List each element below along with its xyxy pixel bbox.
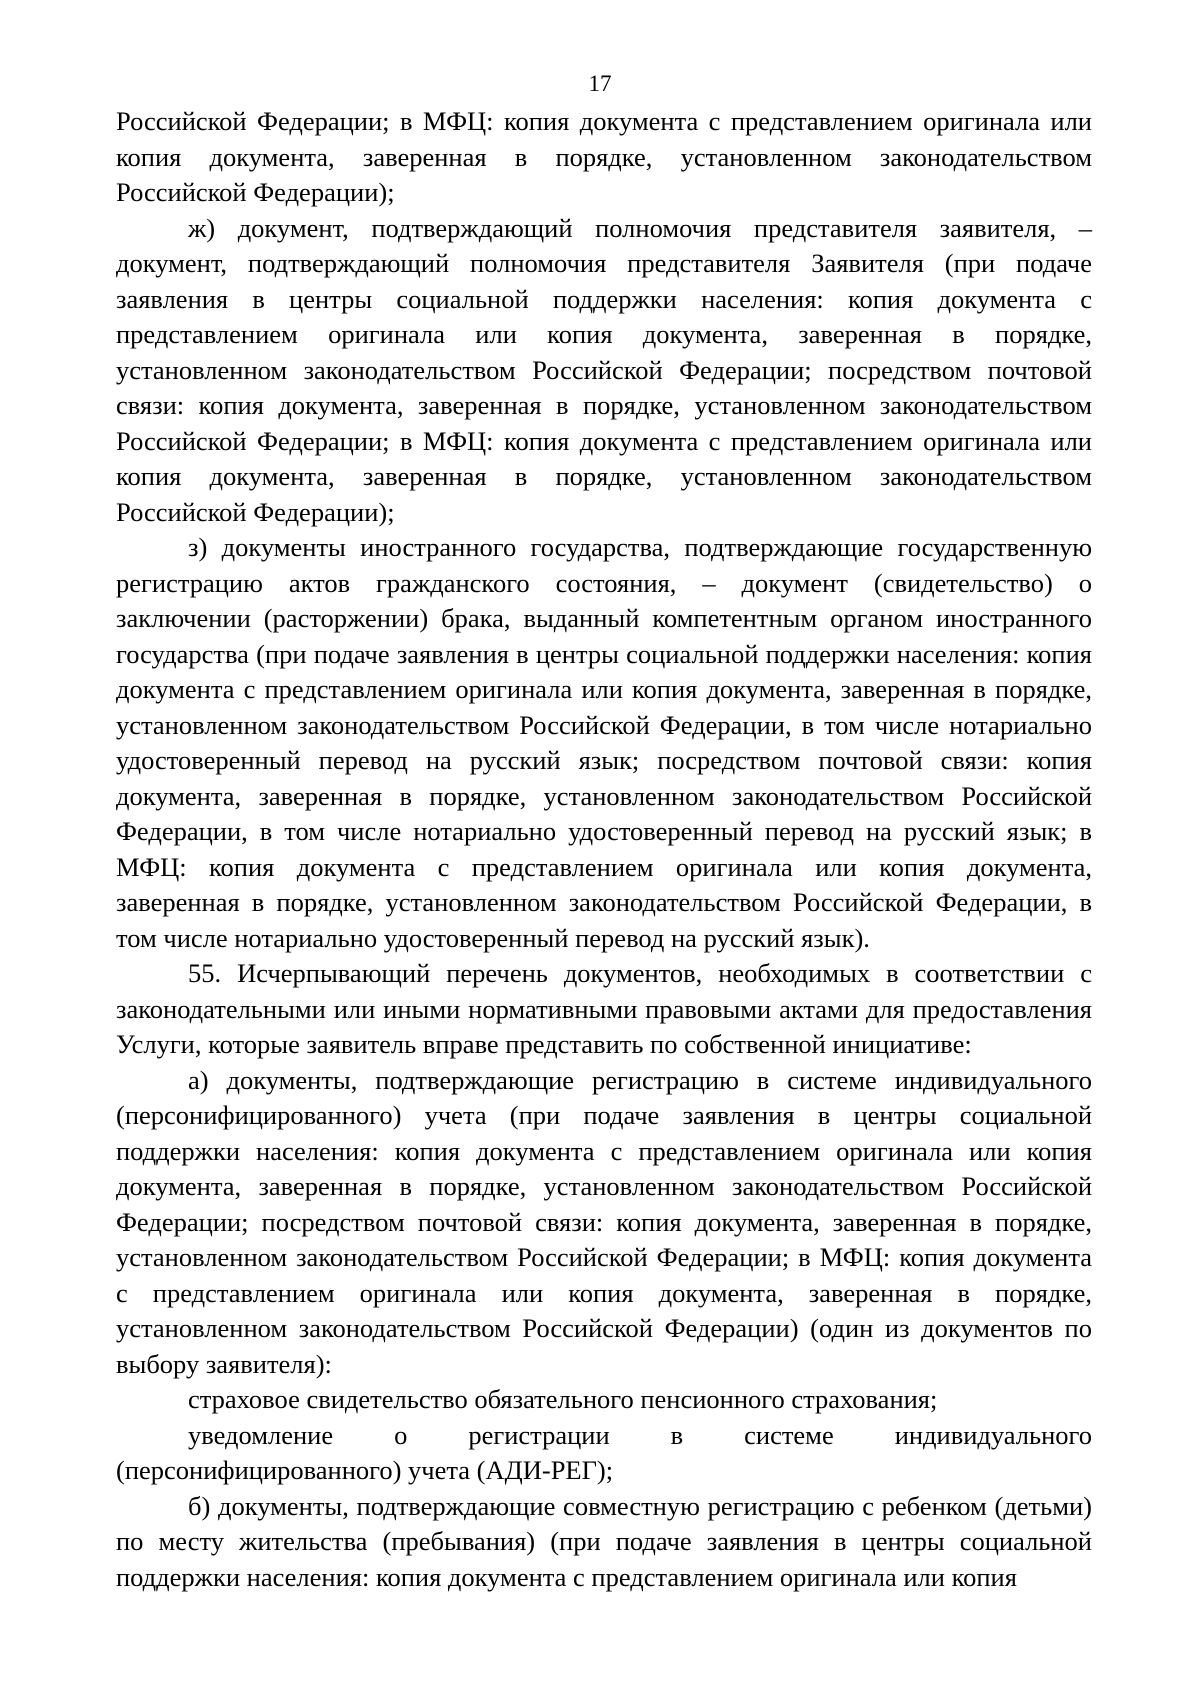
paragraph-item-b: б) документы, подтверждающие совместную регистрацию с ребенком (детьми) по месту жительства (пребывания) (при подаче заявления в центры социальной поддержки населения: копия документа с представлением оригинала или копия — [116, 1490, 1092, 1592]
paragraph-sub-item-adi-reg-notice: уведомление о регистрации в системе индивидуального (персонифицированного) учета (АДИ-РЕГ); — [116, 1419, 1092, 1485]
paragraph-item-a: а) документы, подтверждающие регистрацию в системе индивидуального (персонифицированного) учета (при подаче заявления в центры социальной поддержки населения: копия документа с представлением оригинала или копия документа, заверенная в порядке, установленном законодательством Российской Федерации; посредством почтовой связи: копия документа, заверенная в порядке, установленном законодательством Российской Федерации; в МФЦ: копия документа с представлением оригинала или копия документа, заверенная в порядке, установленном законодательством Российской Федерации) (один из документов по выбору заявителя): — [116, 1064, 1092, 1379]
page-number: 17 — [588, 71, 612, 96]
paragraph-continuation: Российской Федерации; в МФЦ: копия документа с представлением оригинала или копия документа, заверенная в порядке, установленном законодательством Российской Федерации); — [116, 106, 1092, 207]
paragraph-item-z: з) документы иностранного государства, подтверждающие государственную регистрацию актов гражданского состояния, – документ (свидетельство) о заключении (расторжении) брака, выданный компетентным органом иностранного государства (при подаче заявления в центры социальной поддержки населения: копия документа с представлением оригинала или копия документа, заверенная в порядке, установленном законодательством Российской Федерации, в том числе нотариально удостоверенный перевод на русский язык; посредством почтовой связи: копия документа, заверенная в порядке, установленном законодательством Российской Федерации, в том числе нотариально удостоверенный перевод на русский язык; в МФЦ: копия документа с представлением оригинала или копия документа, заверенная в порядке, установленном законодательством Российской Федерации, в том числе нотариально удостоверенный перевод на русский язык). — [116, 532, 1092, 953]
paragraph-section-55: 55. Исчерпывающий перечень документов, необходимых в соответствии с законодательными или иными нормативными правовыми актами для предоставления Услуги, которые заявитель вправе представить по собственной инициативе: — [116, 958, 1092, 1059]
paragraph-item-zh: ж) документ, подтверждающий полномочия представителя заявителя, – документ, подтверждающий полномочия представителя Заявителя (при подаче заявления в центры социальной поддержки населения: копия документа с представлением оригинала или копия документа, заверенная в порядке, установленном законодательством Российской Федерации; посредством почтовой связи: копия документа, заверенная в порядке, установленном законодательством Российской Федерации; в МФЦ: копия документа с представлением оригинала или копия документа, заверенная в порядке, установленном законодательством Российской Федерации); — [116, 212, 1092, 527]
document-body — [116, 104, 1092, 1595]
paragraph-sub-item-insurance-certificate: страховое свидетельство обязательного пенсионного страхования; — [188, 1384, 938, 1414]
